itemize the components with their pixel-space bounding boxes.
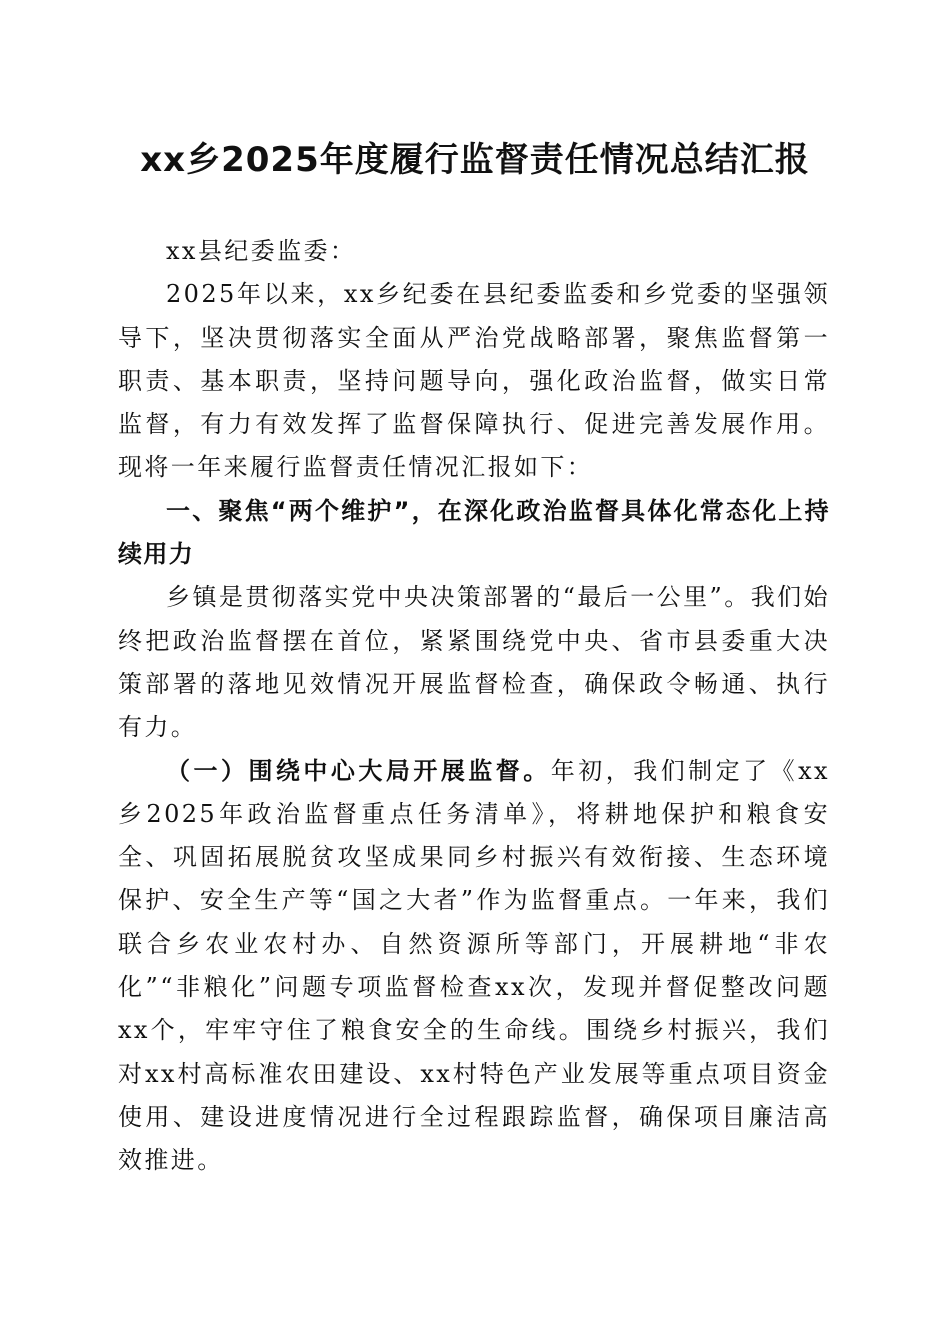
section-1-heading: 一、聚焦“两个维护”，在深化政治监督具体化常态化上持续用力 — [118, 496, 830, 569]
salutation: xx县纪委监委： — [166, 237, 357, 265]
subsection-1-paragraph — [118, 750, 830, 1183]
section-1-paragraph: 乡镇是贯彻落实党中央决策部署的“最后一公里”。我们始终把政治监督摆在首位，紧紧围绕党中央、省市县委重大决策部署的落地见效情况开展监督检查，确保政令畅通、执行有力。 — [118, 583, 830, 742]
document-body — [118, 230, 830, 1183]
subsection-1-text: 年初，我们制定了《xx乡2025年政治监督重点任务清单》，将耕地保护和粮食安全、巩固拓展脱贫攻坚成果同乡村振兴有效衔接、生态环境保护、安全生产等“国之大者”作为监督重点。一年来，我们联合乡农业农村办、自然资源所等部门，开展耕地“非农化”“非粮化”问题专项监督检查xx次，发现并督促整改问题xx个，牢牢守住了粮食安全的生命线。围绕乡村振兴，我们对xx村高标准农田建设、xx村特色产业发展等重点项目资金使用、建设进度情况进行全过程跟踪监督，确保项目廉洁高效推进。 — [118, 756, 830, 1175]
document-title: xx乡2025年度履行监督责任情况总结汇报 — [140, 140, 810, 180]
subsection-1-heading: （一）围绕中心大局开展监督。 — [166, 756, 551, 785]
intro-paragraph: 2025年以来，xx乡纪委在县纪委监委和乡党委的坚强领导下，坚决贯彻落实全面从严治党战略部署，聚焦监督第一职责、基本职责，坚持问题导向，强化政治监督，做实日常监督，有力有效发挥了监督保障执行、促进完善发展作用。现将一年来履行监督责任情况汇报如下： — [118, 280, 830, 482]
